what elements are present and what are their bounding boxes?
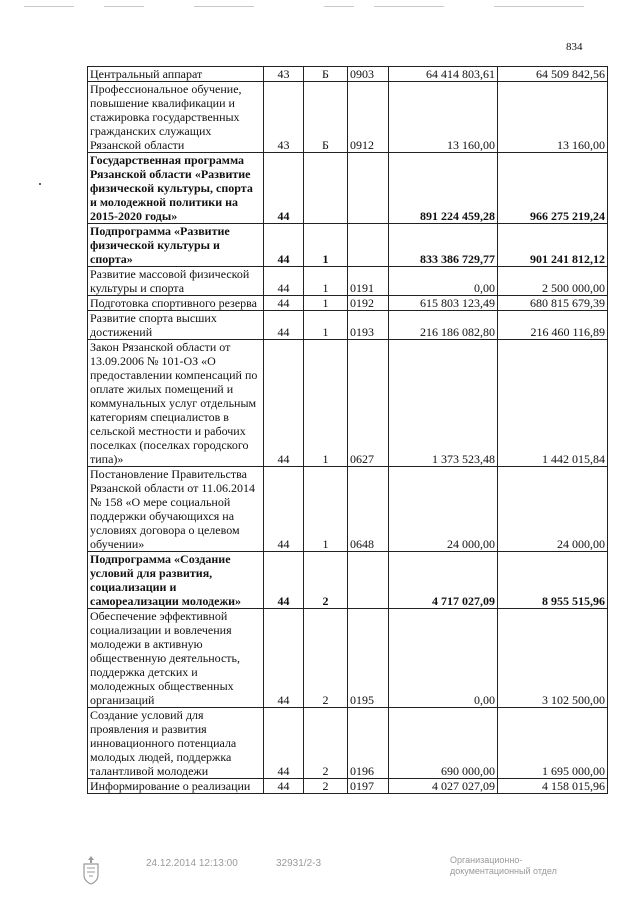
- cell-ved: 44: [264, 779, 304, 794]
- document-footer-stamp: [80, 853, 620, 893]
- cell-name: Создание условий для проявления и развития инновационного потенциала молодых людей, поддержка талантливой молодежи: [88, 708, 264, 779]
- cell-ved: 44: [264, 467, 304, 552]
- cell-ved: 44: [264, 153, 304, 224]
- cell-amount-2015: 690 000,00: [389, 708, 498, 779]
- cell-section: [304, 153, 348, 224]
- cell-ved: 43: [264, 67, 304, 82]
- table-row: [88, 708, 608, 779]
- cell-amount-2015: 0,00: [389, 267, 498, 296]
- cell-code: [348, 153, 389, 224]
- cell-amount-2016: 901 241 812,12: [498, 224, 608, 267]
- cell-amount-2016: 24 000,00: [498, 467, 608, 552]
- cell-amount-2015: 4 717 027,09: [389, 552, 498, 609]
- stamp-office-line1: Организационно-: [450, 855, 523, 865]
- cell-section: 1: [304, 224, 348, 267]
- cell-amount-2016: 3 102 500,00: [498, 609, 608, 708]
- budget-table: [87, 66, 608, 794]
- cell-name: Закон Рязанской области от 13.09.2006 № 101-ОЗ «О предоставлении компенсаций по оплате жилых помещений и коммунальных услуг отдельным категориям специалистов в сельской местности и рабочих поселках (поселках городского типа)»: [88, 340, 264, 467]
- cell-amount-2015: 0,00: [389, 609, 498, 708]
- cell-amount-2016: 680 815 679,39: [498, 296, 608, 311]
- cell-ved: 44: [264, 267, 304, 296]
- table-row: [88, 467, 608, 552]
- cell-code: [348, 224, 389, 267]
- stamp-date: 24.12.2014 12:13:00: [146, 858, 238, 869]
- budget-table-body: [88, 67, 608, 794]
- cell-section: Б: [304, 67, 348, 82]
- table-row: [88, 267, 608, 296]
- cell-name: Подготовка спортивного резерва: [88, 296, 264, 311]
- cell-ved: 44: [264, 552, 304, 609]
- cell-code: 0191: [348, 267, 389, 296]
- cell-amount-2015: 4 027 027,09: [389, 779, 498, 794]
- cell-name: Информирование о реализации: [88, 779, 264, 794]
- cell-amount-2015: 1 373 523,48: [389, 340, 498, 467]
- cell-section: 1: [304, 467, 348, 552]
- margin-dot: [39, 183, 41, 185]
- cell-ved: 44: [264, 224, 304, 267]
- table-row: [88, 340, 608, 467]
- cell-code: 0912: [348, 82, 389, 153]
- cell-amount-2016: 8 955 515,96: [498, 552, 608, 609]
- table-row: [88, 552, 608, 609]
- cell-code: 0197: [348, 779, 389, 794]
- cell-code: 0196: [348, 708, 389, 779]
- cell-amount-2016: 966 275 219,24: [498, 153, 608, 224]
- cell-section: 1: [304, 311, 348, 340]
- cell-section: 2: [304, 552, 348, 609]
- cell-name: Постановление Правительства Рязанской области от 11.06.2014 № 158 «О мере социальной поддержки обучающихся на условиях договора о целевом обучении»: [88, 467, 264, 552]
- cell-amount-2016: 4 158 015,96: [498, 779, 608, 794]
- cell-ved: 43: [264, 82, 304, 153]
- cell-amount-2015: 64 414 803,61: [389, 67, 498, 82]
- cell-code: 0192: [348, 296, 389, 311]
- cell-code: 0648: [348, 467, 389, 552]
- cell-section: 1: [304, 267, 348, 296]
- stamp-reg-number: 32931/2-3: [276, 858, 322, 869]
- cell-ved: 44: [264, 609, 304, 708]
- cell-amount-2015: 615 803 123,49: [389, 296, 498, 311]
- scan-edge-marks: [24, 6, 630, 8]
- cell-section: 2: [304, 779, 348, 794]
- cell-ved: 44: [264, 340, 304, 467]
- cell-section: 2: [304, 708, 348, 779]
- cell-section: 1: [304, 296, 348, 311]
- cell-amount-2016: 216 460 116,89: [498, 311, 608, 340]
- cell-ved: 44: [264, 311, 304, 340]
- cell-name: Обеспечение эффективной социализации и вовлечения молодежи в активную общественную деятельность, поддержка детских и молодежных общественных организаций: [88, 609, 264, 708]
- cell-ved: 44: [264, 708, 304, 779]
- cell-code: [348, 552, 389, 609]
- cell-section: 1: [304, 340, 348, 467]
- table-row: [88, 779, 608, 794]
- page-number: 834: [566, 41, 583, 53]
- cell-name: Развитие спорта высших достижений: [88, 311, 264, 340]
- cell-code: 0903: [348, 67, 389, 82]
- cell-amount-2015: 13 160,00: [389, 82, 498, 153]
- stamp-office: [450, 855, 557, 877]
- table-row: [88, 153, 608, 224]
- table-row: [88, 67, 608, 82]
- stamp-office-line2: документационный отдел: [450, 866, 557, 876]
- cell-section: Б: [304, 82, 348, 153]
- cell-amount-2016: 2 500 000,00: [498, 267, 608, 296]
- cell-amount-2016: 1 442 015,84: [498, 340, 608, 467]
- table-row: [88, 224, 608, 267]
- table-row: [88, 296, 608, 311]
- cell-amount-2015: 24 000,00: [389, 467, 498, 552]
- cell-amount-2016: 13 160,00: [498, 82, 608, 153]
- cell-section: 2: [304, 609, 348, 708]
- cell-amount-2016: 1 695 000,00: [498, 708, 608, 779]
- cell-amount-2015: 891 224 459,28: [389, 153, 498, 224]
- cell-amount-2016: 64 509 842,56: [498, 67, 608, 82]
- cell-name: Развитие массовой физической культуры и спорта: [88, 267, 264, 296]
- cell-name: Подпрограмма «Создание условий для развития, социализации и самореализации молодежи»: [88, 552, 264, 609]
- cell-amount-2015: 216 186 082,80: [389, 311, 498, 340]
- cell-name: Профессиональное обучение, повышение квалификации и стажировка государственных гражданских служащих Рязанской области: [88, 82, 264, 153]
- table-row: [88, 609, 608, 708]
- cell-amount-2015: 833 386 729,77: [389, 224, 498, 267]
- cell-name: Подпрограмма «Развитие физической культуры и спорта»: [88, 224, 264, 267]
- cell-code: 0193: [348, 311, 389, 340]
- table-row: [88, 311, 608, 340]
- cell-name: Центральный аппарат: [88, 67, 264, 82]
- coat-of-arms-icon: [80, 855, 102, 885]
- cell-code: 0627: [348, 340, 389, 467]
- cell-ved: 44: [264, 296, 304, 311]
- cell-code: 0195: [348, 609, 389, 708]
- cell-name: Государственная программа Рязанской области «Развитие физической культуры, спорта и молодежной политики на 2015-2020 годы»: [88, 153, 264, 224]
- table-row: [88, 82, 608, 153]
